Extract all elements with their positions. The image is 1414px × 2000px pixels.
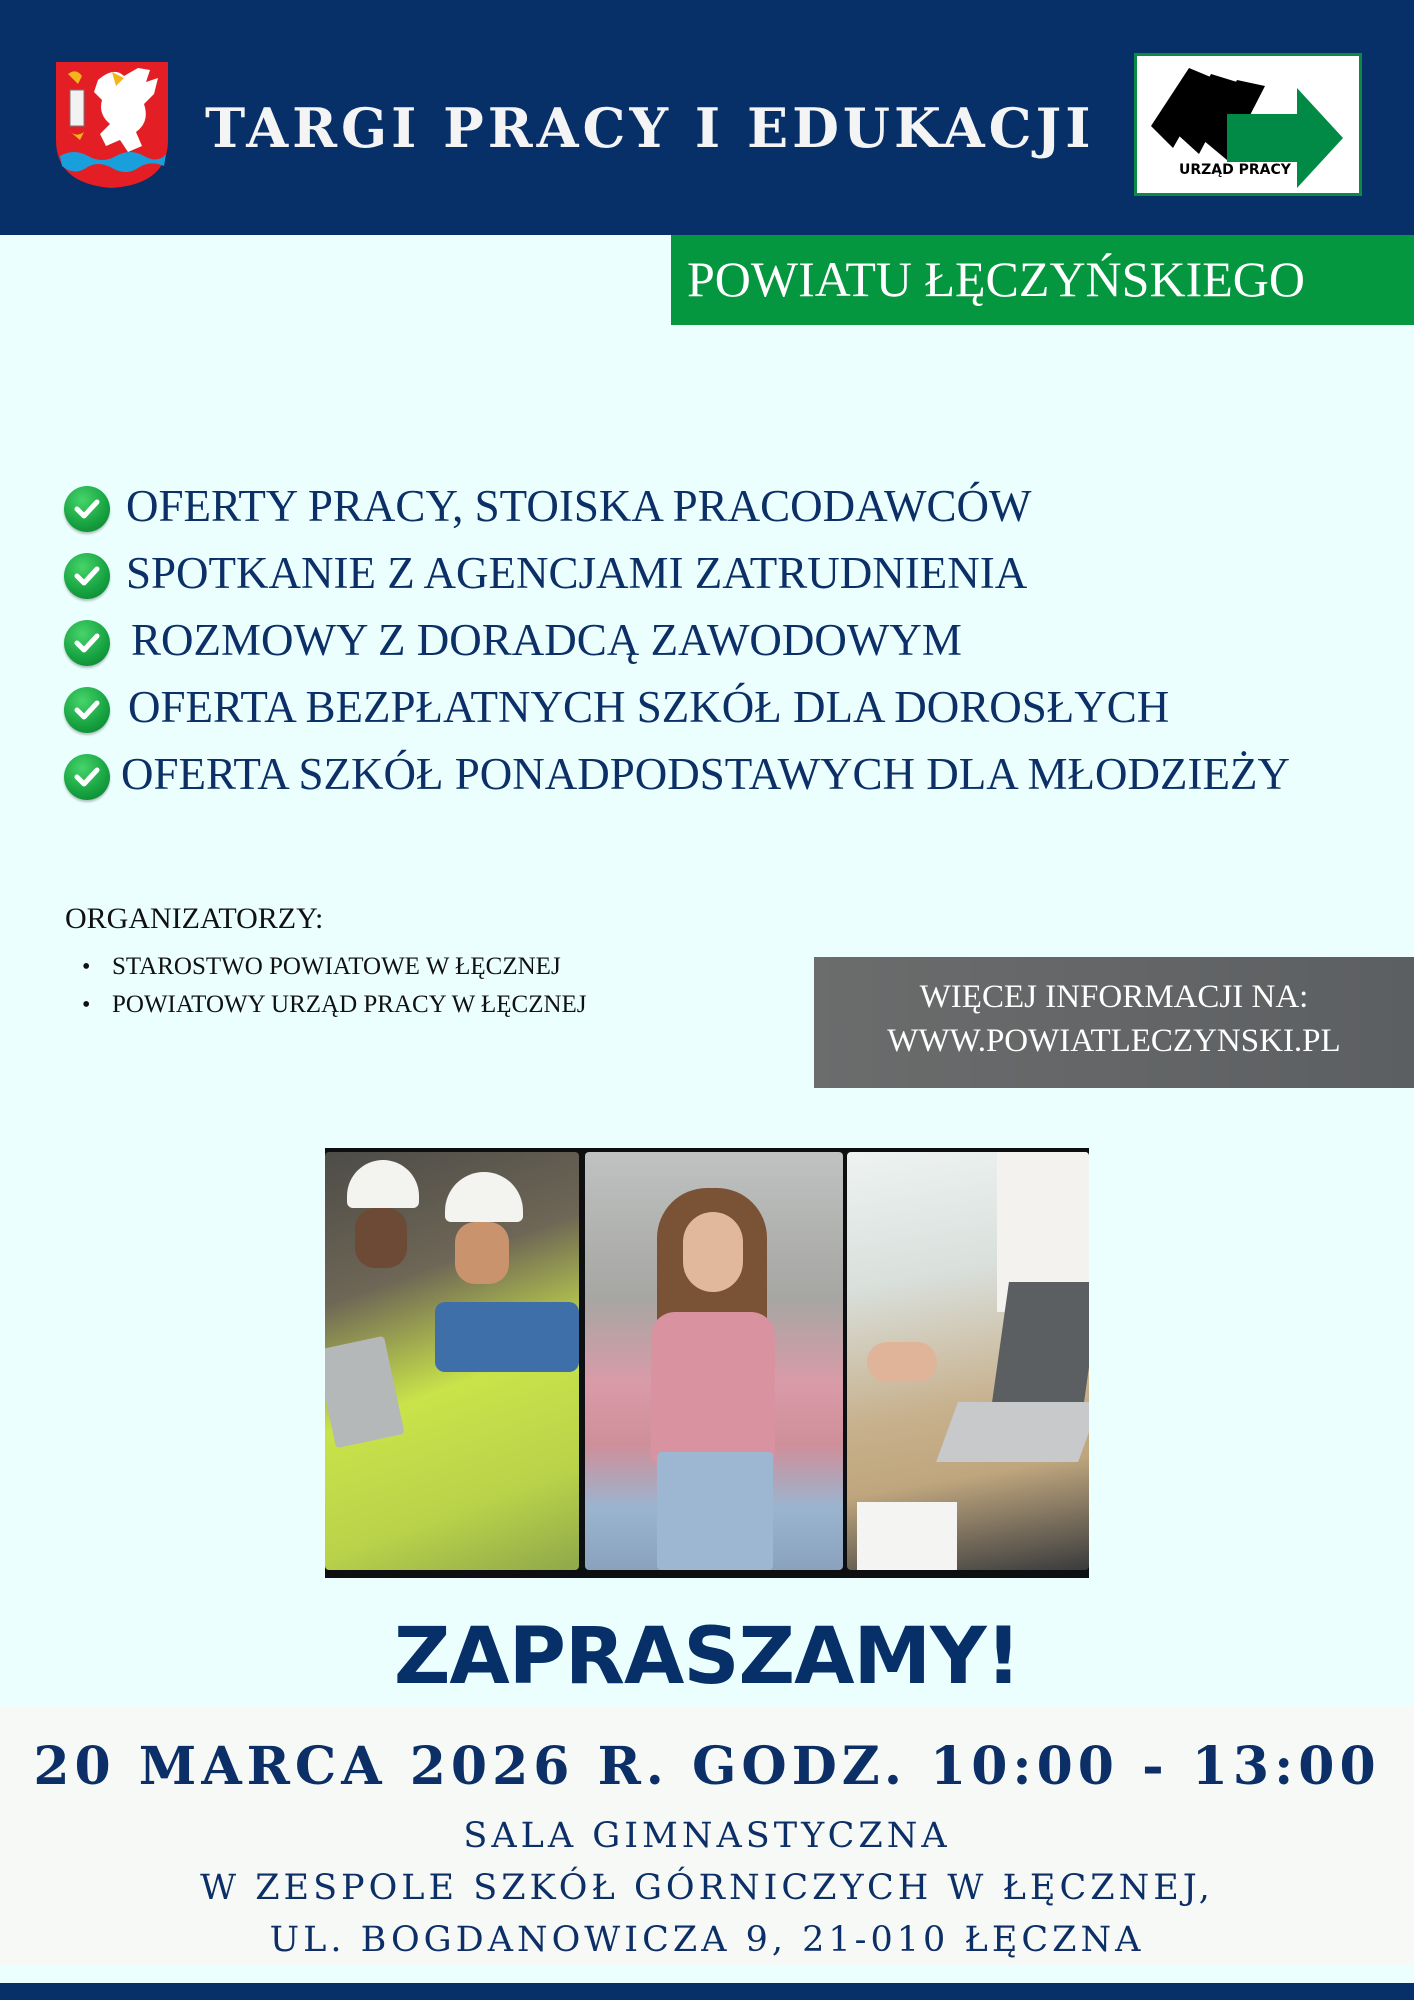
- organizer-item: • POWIATOWY URZĄD PRACY W ŁĘCZNEJ: [82, 986, 587, 1024]
- feature-label: OFERTA BEZPŁATNYCH SZKÓŁ DLA DOROSŁYCH: [128, 682, 1170, 732]
- organizers-heading: ORGANIZATORZY:: [65, 902, 324, 935]
- construction-workers-photo: [325, 1152, 579, 1570]
- event-details: [0, 1706, 1414, 1966]
- subtitle-band: [671, 235, 1414, 325]
- check-circle-icon: [64, 553, 110, 599]
- organizer-item: • STAROSTWO POWIATOWE W ŁĘCZNEJ: [82, 948, 587, 986]
- event-subtitle: POWIATU ŁĘCZYŃSKIEGO: [687, 251, 1305, 307]
- urzad-pracy-logo: [1134, 53, 1362, 196]
- event-date-time: 20 MARCA 2026 R. GODZ. 10:00 - 13:00: [33, 1736, 1381, 1797]
- check-circle-icon: [64, 754, 110, 800]
- office-laptop-photo: [847, 1152, 1089, 1570]
- photo-collage: [325, 1148, 1089, 1578]
- county-crest-icon: [54, 60, 170, 190]
- feature-label: OFERTA SZKÓŁ PONADPODSTAWYCH DLA MŁODZIEŻY: [121, 749, 1290, 799]
- urzad-pracy-arrow-icon: [1137, 56, 1359, 193]
- student-girl-photo: [585, 1152, 843, 1570]
- header-bar: [0, 0, 1414, 235]
- location-line: W ZESPOLE SZKÓŁ GÓRNICZYCH W ŁĘCZNEJ,: [200, 1868, 1214, 1908]
- location-line: UL. BOGDANOWICZA 9, 21-010 ŁĘCZNA: [269, 1920, 1145, 1960]
- footer-bar: [0, 1983, 1414, 2000]
- organizers-list: [82, 948, 587, 1024]
- check-circle-icon: [64, 486, 110, 532]
- feature-label: SPOTKANIE Z AGENCJAMI ZATRUDNIENIA: [126, 548, 1028, 598]
- svg-text:URZĄD PRACY: URZĄD PRACY: [1179, 162, 1291, 178]
- check-circle-icon: [64, 620, 110, 666]
- check-circle-icon: [64, 687, 110, 733]
- event-location: [0, 1810, 1414, 1966]
- more-info-box: [814, 957, 1414, 1088]
- location-line: SALA GIMNASTYCZNA: [463, 1816, 951, 1856]
- event-title: TARGI PRACY I EDUKACJI: [205, 96, 1095, 160]
- invite-heading: ZAPRASZAMY!: [393, 1612, 1021, 1702]
- feature-label: ROZMOWY Z DORADCĄ ZAWODOWYM: [131, 615, 962, 665]
- more-info-label: WIĘCEJ INFORMACJI NA:: [919, 979, 1309, 1015]
- website-link[interactable]: WWW.POWIATLECZYNSKI.PL: [887, 1023, 1341, 1059]
- feature-label: OFERTY PRACY, STOISKA PRACODAWCÓW: [126, 481, 1032, 531]
